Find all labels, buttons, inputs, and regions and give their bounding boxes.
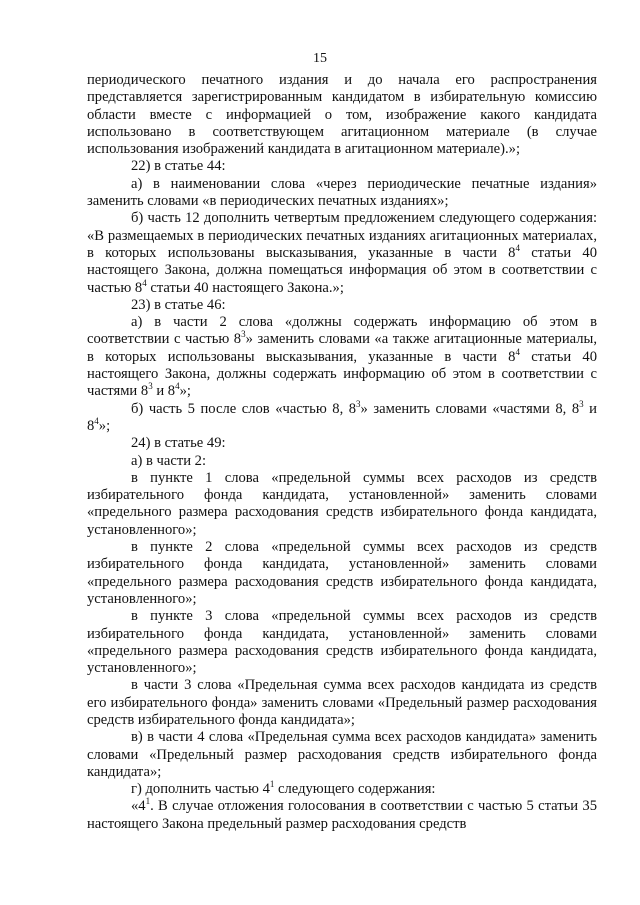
- paragraph-continuation: периодического печатного издания и до начала его распространения представляется зарегистрированным кандидатом в избирательную комиссию области вместе с информацией о том, изображение какого кандидата использовано в соответствующем агитационном материале (в случае использования изображений кандидата в агитационном материале).»;: [87, 72, 597, 158]
- paragraph-part-4-1: «$4^1$. В случае отложения голосования в соответствии с частью 5 статьи 35 настоящего Закона предельный размер расходования средств: [87, 796, 597, 832]
- paragraph-clause-3: в пункте 3 слова «предельной суммы всех расходов из средств избирательного фонда кандидата, установленной» заменить словами «предельного размера расходования средств избирательного фонда кандидата, установленного»;: [87, 608, 597, 677]
- superscript-index: 3: [241, 329, 246, 340]
- paragraph-item-24v: в) в части 4 слова «Предельная сумма всех расходов кандидата» заменить словами «Предельный размер расходования средств избирательного фонда кандидата»;: [87, 729, 597, 780]
- superscript-index: 4: [94, 415, 99, 426]
- paragraph-item-24a: а) в части 2:: [131, 452, 207, 469]
- superscript-index: 4: [515, 242, 520, 253]
- paragraph-item-23: 23) в статье 46:: [131, 296, 226, 313]
- paragraph-item-22a: а) в наименовании слова «через периодические печатные издания» заменить словами «в периодических печатных изданиях»;: [87, 175, 597, 210]
- paragraph-clause-1: в пункте 1 слова «предельной суммы всех расходов из средств избирательного фонда кандидата, установленной» заменить словами «предельного размера расходования средств избирательного фонда кандидата, установленного»;: [87, 469, 597, 538]
- superscript-index: 3: [148, 381, 153, 392]
- superscript-index: 3: [356, 398, 361, 409]
- paragraph-item-24: 24) в статье 49:: [131, 435, 226, 452]
- document-body: [87, 72, 597, 833]
- paragraph-item-23b: б) часть 5 после слов «частью 8, $8^3$» заменить словами «частями 8, $8^3$ и $8^4$»;: [87, 398, 597, 434]
- superscript-index: 4: [175, 381, 180, 392]
- page-number: 15: [313, 51, 327, 66]
- paragraph-item-23a: а) в части 2 слова «должны содержать информацию об этом в соответствии с частью $8^3$» заменить словами «а также агитационные материалы, в которых использованы высказывания, указанные в части $8^4$ статьи 40 настоящего Закона, должны содержать информацию об этом в соответствии с частями $8^3$ и $8^4$»;: [87, 314, 598, 400]
- paragraph-clause-2: в пункте 2 слова «предельной суммы всех расходов из средств избирательного фонда кандидата, установленной» заменить словами «предельного размера расходования средств избирательного фонда кандидата, установленного»;: [87, 539, 597, 607]
- superscript-index: 3: [579, 398, 584, 409]
- superscript-index: 4: [142, 277, 147, 288]
- paragraph-item-24g: г) дополнить частью $4^1$ следующего содержания:: [131, 779, 436, 798]
- paragraph-item-22b: б) часть 12 дополнить четвертым предложением следующего содержания: «В размещаемых в периодических печатных изданиях агитационных материалах, в которых использованы высказывания, указанные в части $8^4$ статьи 40 настоящего Закона, должна помещаться информация об этом в соответствии с частью $8^4$ статьи 40 настоящего Закона.»;: [87, 210, 598, 296]
- superscript-index: 4: [515, 346, 520, 357]
- superscript-index: 1: [269, 779, 275, 790]
- paragraph-item-22: 22) в статье 44:: [131, 158, 226, 175]
- paragraph-part-3: в части 3 слова «Предельная сумма всех расходов кандидата из средств его избирательного фонда» заменить словами «Предельный размер расходования средств избирательного фонда кандидата»;: [87, 677, 597, 728]
- superscript-index: 1: [145, 796, 151, 807]
